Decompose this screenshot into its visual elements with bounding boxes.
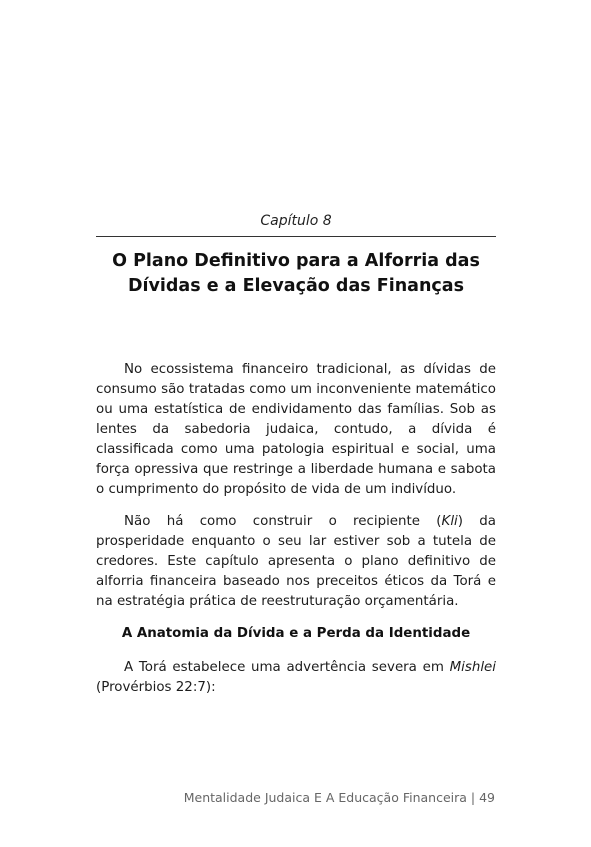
paragraph-2-end: ) da prosperidade enquanto o seu lar estiver sob a tutela de credores. Este capítulo apresenta o plano definitivo de alforria financeira baseado nos preceitos éticos da Torá e na estratégia prática de reestruturação orçamentária. (96, 514, 497, 609)
paragraph-1: No ecossistema financeiro tradicional, as dívidas de consumo são tratadas como um inconveniente matemático ou uma estatística de endividamento das famílias. Sob as lentes da sabedoria judaica, contudo, a dívida é classificada como uma patologia espiritual e social, uma força opressiva que restringe a liberdade humana e sabota o cumprimento do propósito de vida de um indivíduo. (96, 362, 496, 497)
section-heading: A Anatomia da Dívida e a Perda da Identidade (121, 626, 471, 641)
body-text (96, 360, 496, 710)
chapter-title-line-1: O Plano Definitivo para a Alforria das (112, 251, 480, 271)
paragraph-2-italic-term: Kli (441, 514, 458, 529)
chapter-label: Capítulo 8 (260, 213, 332, 229)
chapter-title-line-2: Dívidas e a Elevação das Finanças (127, 276, 465, 296)
page-footer: Mentalidade Judaica E A Educação Financeira | 49 (183, 790, 495, 805)
chapter-title (96, 249, 496, 299)
paragraph-3 (96, 658, 496, 698)
paragraph-2 (96, 512, 496, 612)
paragraph-2-start: Não há como construir o recipiente ( (124, 514, 442, 529)
chapter-divider (96, 236, 496, 237)
paragraph-3-end: (Provérbios 22:7): (96, 680, 216, 695)
paragraph-3-start: A Torá estabelece uma advertência severa em (124, 660, 450, 675)
paragraph-3-italic-term: Mishlei (449, 660, 496, 675)
